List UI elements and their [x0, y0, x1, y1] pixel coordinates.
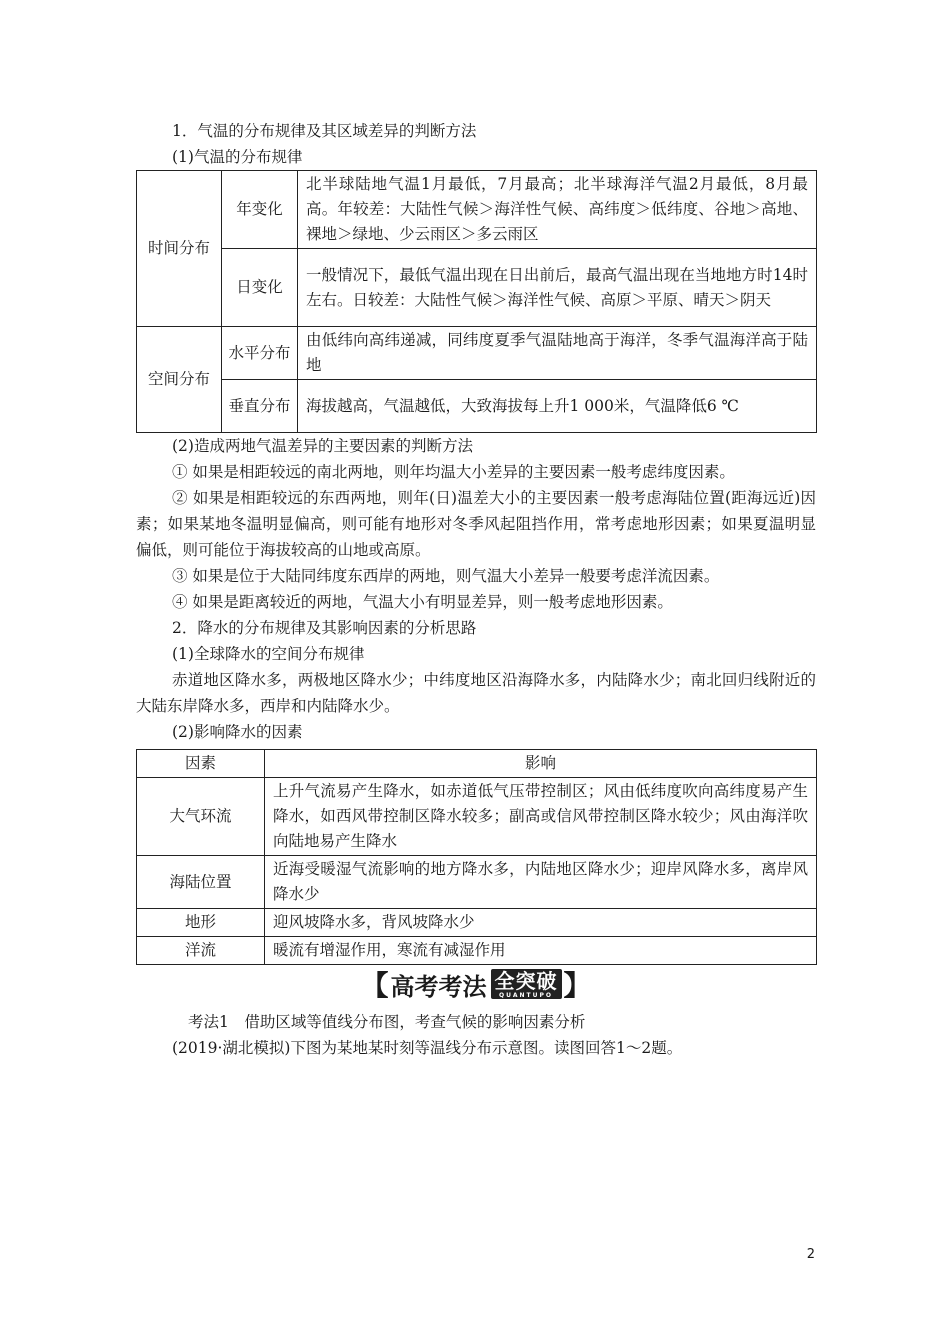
factor-cell: 海陆位置	[137, 856, 265, 909]
section-banner	[136, 967, 816, 1001]
effect-cell: 迎风坡降水多，背风坡降水少	[265, 909, 817, 937]
vertical-distribution-text: 海拔越高，气温越低，大致海拔每上升1 000米，气温降低6 ℃	[298, 380, 817, 433]
banner-left-bracket: 【	[360, 969, 389, 1002]
horizontal-distribution-text: 由低纬向高纬递减，同纬度夏季气温陆地高于海洋，冬季气温海洋高于陆地	[298, 327, 817, 380]
method-intro: (2019·湖北模拟)下图为某地某时刻等温线分布示意图。读图回答1～2题。	[172, 1039, 683, 1057]
section2-sub1: (1)全球降水的空间分布规律	[172, 645, 365, 663]
banner-right-bracket: 】	[563, 969, 592, 1002]
factor-header: 因素	[137, 750, 265, 778]
effect-header: 影响	[265, 750, 817, 778]
factor-cell: 地形	[137, 909, 265, 937]
daily-change-label: 日变化	[222, 249, 298, 327]
factor-cell: 大气环流	[137, 778, 265, 856]
page-content	[136, 118, 816, 1061]
section1-heading: 1．气温的分布规律及其区域差异的判断方法	[172, 122, 477, 140]
annual-change-label: 年变化	[222, 171, 298, 249]
section1-point3: ③ 如果是位于大陆同纬度东西岸的两地，则气温大小差异一般要考虑洋流因素。	[172, 567, 720, 585]
section1-point4: ④ 如果是距离较近的两地，气温大小有明显差异，则一般考虑地形因素。	[172, 593, 673, 611]
temperature-distribution-table	[136, 170, 817, 433]
factor-cell: 洋流	[137, 937, 265, 965]
banner-badge	[491, 969, 562, 999]
time-distribution-label: 时间分布	[137, 171, 222, 327]
banner-badge-text: 全突破	[494, 968, 558, 993]
section1-point2: ② 如果是相距较远的东西两地，则年(日)温差大小的主要因素一般考虑海陆位置(距海远近)因素；如果某地冬温明显偏高，则可能有地形对冬季风起阻挡作用，常考虑地形因素；如果夏温明显偏低，则可能位于海拔较高的山地或高原。	[136, 489, 816, 559]
effect-cell: 上升气流易产生降水，如赤道低气压带控制区；风由低纬度吹向高纬度易产生降水，如西风带控制区降水较多；副高或信风带控制区降水较少；风由海洋吹向陆地易产生降水	[265, 778, 817, 856]
daily-change-text: 一般情况下，最低气温出现在日出前后，最高气温出现在当地地方时14时左右。日较差：大陆性气候＞海洋性气候、高原＞平原、晴天＞阴天	[298, 249, 817, 327]
method-title: 考法1 借助区域等值线分布图，考查气候的影响因素分析	[188, 1013, 586, 1031]
section1-sub2: (2)造成两地气温差异的主要因素的判断方法	[172, 437, 473, 455]
space-distribution-label: 空间分布	[137, 327, 222, 433]
page-number: 2	[806, 1247, 815, 1262]
section1-point1: ① 如果是相距较远的南北两地，则年均温大小差异的主要因素一般考虑纬度因素。	[172, 463, 735, 481]
annual-change-text: 北半球陆地气温1月最低，7月最高；北半球海洋气温2月最低，8月最高。年较差：大陆性气候＞海洋性气候、高纬度＞低纬度、谷地＞高地、裸地＞绿地、少云雨区＞多云雨区	[298, 171, 817, 249]
banner-title: 高考考法	[390, 972, 487, 1001]
section1-sub1: (1)气温的分布规律	[172, 148, 303, 166]
section2-heading: 2．降水的分布规律及其影响因素的分析思路	[172, 619, 477, 637]
horizontal-distribution-label: 水平分布	[222, 327, 298, 380]
section2-sub2: (2)影响降水的因素	[172, 723, 303, 741]
section2-paragraph: 赤道地区降水多，两极地区降水少；中纬度地区沿海降水多，内陆降水少；南北回归线附近的大陆东岸降水多，西岸和内陆降水少。	[136, 671, 816, 715]
vertical-distribution-label: 垂直分布	[222, 380, 298, 433]
banner-badge-subtext: QUANTUPO	[499, 991, 553, 999]
precipitation-factors-table	[136, 749, 817, 965]
effect-cell: 近海受暖湿气流影响的地方降水多，内陆地区降水少；迎岸风降水多，离岸风降水少	[265, 856, 817, 909]
effect-cell: 暖流有增湿作用，寒流有减湿作用	[265, 937, 817, 965]
